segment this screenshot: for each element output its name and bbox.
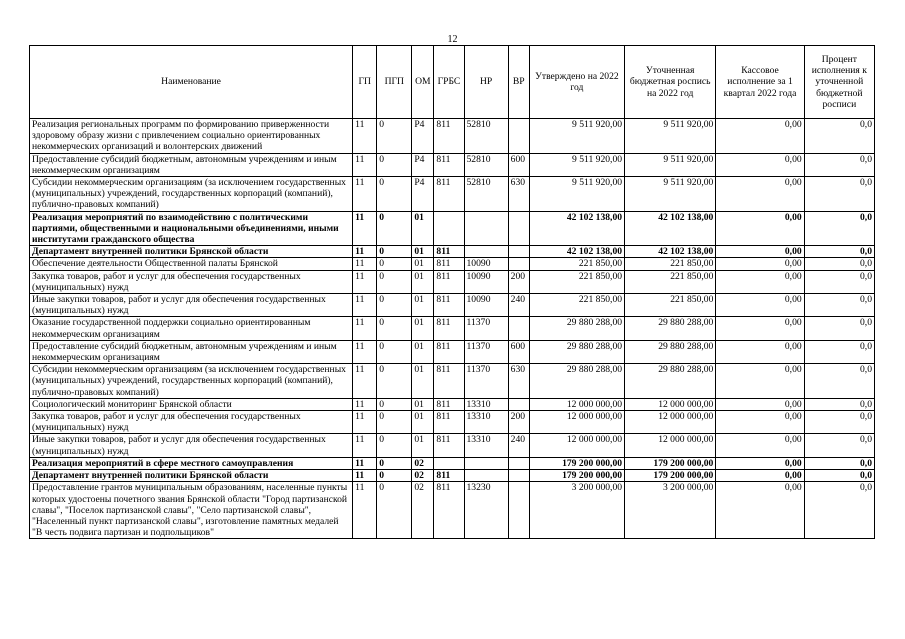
- budget-table: [29, 45, 875, 539]
- table-row: [30, 482, 875, 539]
- row-pgp: 0: [377, 457, 412, 469]
- row-om: 01: [412, 398, 434, 410]
- table-row: [30, 470, 875, 482]
- col-name-header: Наименование: [30, 46, 353, 119]
- row-om: 01: [412, 270, 434, 293]
- row-percent: 0,0: [804, 340, 874, 363]
- row-percent: 0,0: [804, 246, 874, 258]
- row-gp: 11: [353, 482, 377, 539]
- row-percent: 0,0: [804, 177, 874, 212]
- row-cash: 0,00: [716, 177, 804, 212]
- row-gp: 11: [353, 411, 377, 434]
- row-np: 52810: [464, 177, 508, 212]
- table-row: [30, 246, 875, 258]
- row-np: 10090: [464, 258, 508, 270]
- row-np: 10090: [464, 294, 508, 317]
- row-approved: 3 200 000,00: [529, 482, 624, 539]
- row-cash: 0,00: [716, 294, 804, 317]
- row-name: Департамент внутренней политики Брянской области: [30, 470, 353, 482]
- col-pgp-header: ПГП: [377, 46, 412, 119]
- row-name: Субсидии некоммерческим организациям (за исключением государственных (муниципальных) учреждений, государственных корпораций (компаний), публично-правовых компаний): [30, 177, 353, 212]
- row-name: Предоставление субсидий бюджетным, автономным учреждениям и иным некоммерческим организациям: [30, 153, 353, 176]
- row-np: 11370: [464, 364, 508, 399]
- row-pgp: 0: [377, 411, 412, 434]
- col-gp-header: ГП: [353, 46, 377, 119]
- row-grbs: 811: [434, 177, 464, 212]
- row-approved: 221 850,00: [529, 294, 624, 317]
- row-pgp: 0: [377, 270, 412, 293]
- row-name: Реализация мероприятий по взаимодействию с политическими партиями, общественными и национальными объединениями, иными институтами гражданского общества: [30, 211, 353, 246]
- row-pgp: 0: [377, 258, 412, 270]
- row-pgp: 0: [377, 340, 412, 363]
- row-gp: 11: [353, 246, 377, 258]
- row-vr: [508, 457, 529, 469]
- row-om: 01: [412, 411, 434, 434]
- row-np: [464, 457, 508, 469]
- row-approved: 9 511 920,00: [529, 153, 624, 176]
- row-name: Иные закупки товаров, работ и услуг для обеспечения государственных (муниципальных) нужд: [30, 294, 353, 317]
- row-grbs: 811: [434, 364, 464, 399]
- row-np: [464, 246, 508, 258]
- row-percent: 0,0: [804, 457, 874, 469]
- row-cash: 0,00: [716, 270, 804, 293]
- row-pgp: 0: [377, 470, 412, 482]
- row-om: 01: [412, 434, 434, 457]
- row-approved: 221 850,00: [529, 258, 624, 270]
- row-revised: 12 000 000,00: [625, 411, 716, 434]
- row-gp: 11: [353, 211, 377, 246]
- row-grbs: 811: [434, 340, 464, 363]
- row-grbs: 811: [434, 398, 464, 410]
- row-vr: 240: [508, 434, 529, 457]
- row-cash: 0,00: [716, 211, 804, 246]
- row-name: Субсидии некоммерческим организациям (за исключением государственных (муниципальных) учреждений, государственных корпораций (компаний), публично-правовых компаний): [30, 364, 353, 399]
- row-revised: 9 511 920,00: [625, 177, 716, 212]
- row-cash: 0,00: [716, 258, 804, 270]
- row-np: 11370: [464, 317, 508, 340]
- row-pgp: 0: [377, 434, 412, 457]
- col-cash-header: Кассовое исполнение за 1 квартал 2022 года: [716, 46, 804, 119]
- table-header: [30, 46, 875, 119]
- row-gp: 11: [353, 119, 377, 154]
- row-pgp: 0: [377, 317, 412, 340]
- row-om: 01: [412, 364, 434, 399]
- col-revised-header: Уточненная бюджетная роспись на 2022 год: [625, 46, 716, 119]
- row-approved: 12 000 000,00: [529, 411, 624, 434]
- row-percent: 0,0: [804, 434, 874, 457]
- col-grbs-header: ГРБС: [434, 46, 464, 119]
- row-gp: 11: [353, 258, 377, 270]
- row-percent: 0,0: [804, 364, 874, 399]
- row-om: P4: [412, 153, 434, 176]
- row-approved: 29 880 288,00: [529, 317, 624, 340]
- row-name: Обеспечение деятельности Общественной палаты Брянской: [30, 258, 353, 270]
- row-approved: 12 000 000,00: [529, 398, 624, 410]
- row-vr: 200: [508, 270, 529, 293]
- row-grbs: 811: [434, 411, 464, 434]
- row-vr: 600: [508, 153, 529, 176]
- row-om: 02: [412, 470, 434, 482]
- row-revised: 3 200 000,00: [625, 482, 716, 539]
- row-cash: 0,00: [716, 398, 804, 410]
- row-cash: 0,00: [716, 434, 804, 457]
- row-pgp: 0: [377, 482, 412, 539]
- row-om: 02: [412, 457, 434, 469]
- row-pgp: 0: [377, 119, 412, 154]
- row-vr: [508, 470, 529, 482]
- row-cash: 0,00: [716, 153, 804, 176]
- row-revised: 221 850,00: [625, 270, 716, 293]
- row-np: 13310: [464, 398, 508, 410]
- row-om: 01: [412, 294, 434, 317]
- row-approved: 179 200 000,00: [529, 470, 624, 482]
- row-pgp: 0: [377, 294, 412, 317]
- row-pgp: 0: [377, 364, 412, 399]
- row-gp: 11: [353, 434, 377, 457]
- row-cash: 0,00: [716, 411, 804, 434]
- row-cash: 0,00: [716, 340, 804, 363]
- row-approved: 12 000 000,00: [529, 434, 624, 457]
- row-om: 01: [412, 246, 434, 258]
- row-revised: 9 511 920,00: [625, 153, 716, 176]
- col-om-header: ОМ: [412, 46, 434, 119]
- row-gp: 11: [353, 270, 377, 293]
- row-vr: 630: [508, 177, 529, 212]
- row-percent: 0,0: [804, 270, 874, 293]
- row-approved: 29 880 288,00: [529, 364, 624, 399]
- row-vr: [508, 246, 529, 258]
- row-revised: 221 850,00: [625, 258, 716, 270]
- row-approved: 221 850,00: [529, 270, 624, 293]
- row-pgp: 0: [377, 211, 412, 246]
- row-approved: 29 880 288,00: [529, 340, 624, 363]
- row-grbs: 811: [434, 258, 464, 270]
- row-np: 13230: [464, 482, 508, 539]
- row-name: Реализация мероприятий в сфере местного самоуправления: [30, 457, 353, 469]
- row-pgp: 0: [377, 398, 412, 410]
- row-vr: 200: [508, 411, 529, 434]
- row-percent: 0,0: [804, 211, 874, 246]
- row-cash: 0,00: [716, 364, 804, 399]
- row-grbs: 811: [434, 317, 464, 340]
- row-grbs: [434, 457, 464, 469]
- row-om: 01: [412, 317, 434, 340]
- row-percent: 0,0: [804, 317, 874, 340]
- col-np-header: НР: [464, 46, 508, 119]
- row-name: Закупка товаров, работ и услуг для обеспечения государственных (муниципальных) нужд: [30, 270, 353, 293]
- row-vr: 240: [508, 294, 529, 317]
- row-vr: [508, 398, 529, 410]
- row-name: Иные закупки товаров, работ и услуг для обеспечения государственных (муниципальных) нужд: [30, 434, 353, 457]
- row-gp: 11: [353, 294, 377, 317]
- row-om: 01: [412, 258, 434, 270]
- row-om: 01: [412, 340, 434, 363]
- row-cash: 0,00: [716, 119, 804, 154]
- table-row: [30, 434, 875, 457]
- row-om: P4: [412, 119, 434, 154]
- table-row: [30, 340, 875, 363]
- row-np: 52810: [464, 119, 508, 154]
- row-percent: 0,0: [804, 411, 874, 434]
- col-approved-header: Утверждено на 2022 год: [529, 46, 624, 119]
- row-vr: [508, 482, 529, 539]
- row-percent: 0,0: [804, 153, 874, 176]
- table-row: [30, 119, 875, 154]
- table-row: [30, 457, 875, 469]
- row-om: P4: [412, 177, 434, 212]
- row-name: Предоставление субсидий бюджетным, автономным учреждениям и иным некоммерческим организациям: [30, 340, 353, 363]
- row-np: 10090: [464, 270, 508, 293]
- row-pgp: 0: [377, 153, 412, 176]
- row-approved: 179 200 000,00: [529, 457, 624, 469]
- row-om: 01: [412, 211, 434, 246]
- row-name: Оказание государственной поддержки социально ориентированным некоммерческим организациям: [30, 317, 353, 340]
- row-vr: [508, 211, 529, 246]
- row-percent: 0,0: [804, 294, 874, 317]
- table-row: [30, 153, 875, 176]
- row-cash: 0,00: [716, 246, 804, 258]
- row-gp: 11: [353, 153, 377, 176]
- row-grbs: 811: [434, 119, 464, 154]
- row-grbs: 811: [434, 153, 464, 176]
- row-np: 13310: [464, 434, 508, 457]
- row-revised: 12 000 000,00: [625, 434, 716, 457]
- row-approved: 42 102 138,00: [529, 211, 624, 246]
- row-name: Социологический мониторинг Брянской области: [30, 398, 353, 410]
- row-revised: 9 511 920,00: [625, 119, 716, 154]
- table-row: [30, 317, 875, 340]
- row-grbs: 811: [434, 434, 464, 457]
- row-percent: 0,0: [804, 119, 874, 154]
- row-grbs: 811: [434, 294, 464, 317]
- table-row: [30, 294, 875, 317]
- table-body: [30, 119, 875, 539]
- row-np: 13310: [464, 411, 508, 434]
- row-gp: 11: [353, 177, 377, 212]
- row-cash: 0,00: [716, 457, 804, 469]
- row-name: Закупка товаров, работ и услуг для обеспечения государственных (муниципальных) нужд: [30, 411, 353, 434]
- row-revised: 42 102 138,00: [625, 246, 716, 258]
- row-grbs: 811: [434, 246, 464, 258]
- table-row: [30, 177, 875, 212]
- row-pgp: 0: [377, 177, 412, 212]
- row-revised: 29 880 288,00: [625, 364, 716, 399]
- row-grbs: [434, 211, 464, 246]
- row-approved: 42 102 138,00: [529, 246, 624, 258]
- row-revised: 221 850,00: [625, 294, 716, 317]
- table-row: [30, 364, 875, 399]
- row-revised: 12 000 000,00: [625, 398, 716, 410]
- row-revised: 29 880 288,00: [625, 340, 716, 363]
- row-approved: 9 511 920,00: [529, 119, 624, 154]
- row-vr: 630: [508, 364, 529, 399]
- row-gp: 11: [353, 340, 377, 363]
- row-revised: 29 880 288,00: [625, 317, 716, 340]
- page-number: 12: [447, 34, 458, 45]
- row-percent: 0,0: [804, 398, 874, 410]
- row-np: 52810: [464, 153, 508, 176]
- row-name: Реализация региональных программ по формированию приверженности здоровому образу жизни с привлечением социально ориентированных некоммерческих организаций и волонтерских движений: [30, 119, 353, 154]
- row-cash: 0,00: [716, 482, 804, 539]
- row-revised: 42 102 138,00: [625, 211, 716, 246]
- row-vr: [508, 119, 529, 154]
- row-vr: 600: [508, 340, 529, 363]
- row-gp: 11: [353, 470, 377, 482]
- row-revised: 179 200 000,00: [625, 457, 716, 469]
- row-gp: 11: [353, 364, 377, 399]
- table-row: [30, 411, 875, 434]
- table-row: [30, 398, 875, 410]
- table-row: [30, 258, 875, 270]
- row-revised: 179 200 000,00: [625, 470, 716, 482]
- row-grbs: 811: [434, 270, 464, 293]
- col-percent-header: Процент исполнения к уточненной бюджетной росписи: [804, 46, 874, 119]
- table-row: [30, 270, 875, 293]
- row-np: [464, 470, 508, 482]
- row-np: 11370: [464, 340, 508, 363]
- table-row: [30, 211, 875, 246]
- row-name: Предоставление грантов муниципальным образованиям, населенные пункты которых удостоены почетного звания Брянской области "Город партизанской славы", "Поселок партизанской славы", "Село партизанской славы", "Населенный пункт партизанской славы", изготовление памятных медалей "В честь подвига партизан и подпольщиков": [30, 482, 353, 539]
- row-percent: 0,0: [804, 482, 874, 539]
- col-vr-header: ВР: [508, 46, 529, 119]
- row-np: [464, 211, 508, 246]
- row-name: Департамент внутренней политики Брянской области: [30, 246, 353, 258]
- row-grbs: 811: [434, 482, 464, 539]
- row-approved: 9 511 920,00: [529, 177, 624, 212]
- row-vr: [508, 258, 529, 270]
- row-cash: 0,00: [716, 470, 804, 482]
- row-gp: 11: [353, 457, 377, 469]
- row-vr: [508, 317, 529, 340]
- row-percent: 0,0: [804, 470, 874, 482]
- row-percent: 0,0: [804, 258, 874, 270]
- row-gp: 11: [353, 398, 377, 410]
- row-gp: 11: [353, 317, 377, 340]
- row-cash: 0,00: [716, 317, 804, 340]
- row-om: 02: [412, 482, 434, 539]
- row-pgp: 0: [377, 246, 412, 258]
- row-grbs: 811: [434, 470, 464, 482]
